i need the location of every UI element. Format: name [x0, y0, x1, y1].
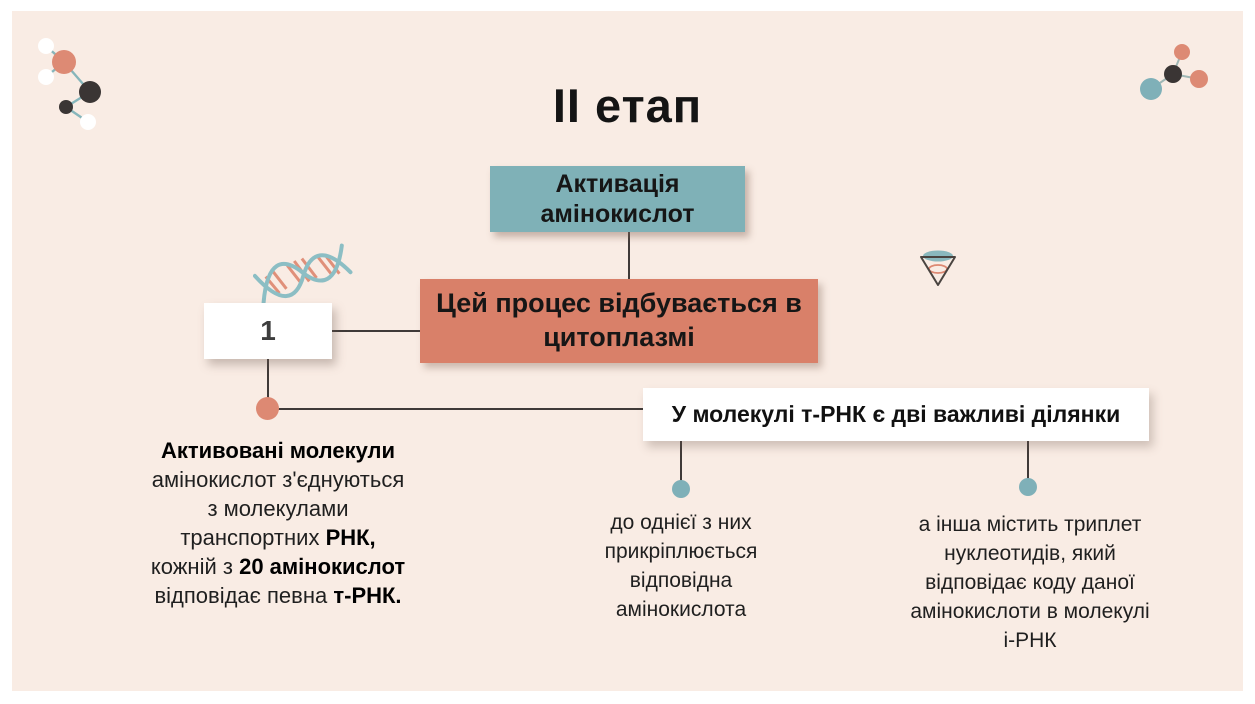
- node-trna-regions: [643, 388, 1149, 441]
- connector-step-process: [332, 330, 420, 332]
- note-right-line: відповідає коду даної: [925, 571, 1135, 594]
- note-left-line: кожній з 20 амінокислот: [150, 554, 406, 579]
- dna-helix-icon: [253, 237, 353, 313]
- connector-activation-process: [628, 232, 630, 280]
- funnel-cone-icon: [916, 243, 960, 289]
- step-number-label: 1: [260, 315, 276, 346]
- note-middle: [581, 508, 781, 624]
- connector-bar-right: [1027, 441, 1029, 480]
- node-activation: [490, 166, 745, 232]
- connector-step-dot: [267, 359, 269, 399]
- connector-dot-bar: [278, 408, 644, 410]
- note-right-line: і-РНК: [1003, 629, 1057, 652]
- note-right: [874, 510, 1186, 655]
- note-middle-line: відповідна: [629, 569, 733, 592]
- note-right-line: а інша містить триплет: [918, 513, 1142, 536]
- node-activation-label: Активація амінокислот: [540, 170, 695, 228]
- note-left: [108, 436, 448, 610]
- node-step-number: [204, 303, 332, 359]
- trna-regions-label: У молекулі т-РНК є дві важливі ділянки: [671, 401, 1121, 427]
- note-middle-line: до однієї з них: [610, 511, 752, 534]
- node-process-label: Цей процес відбувається в цитоплазмі: [436, 288, 802, 352]
- page-title: ІІ етап: [552, 79, 703, 132]
- note-middle-line: амінокислота: [615, 598, 747, 621]
- note-left-line: транспортних РНК,: [180, 525, 376, 550]
- note-right-line: нуклеотидів, який: [944, 542, 1116, 565]
- note-left-line: Активовані молекули: [160, 438, 396, 463]
- note-right-line: амінокислоти в молекулі: [910, 600, 1150, 623]
- branch-dot-teal-right: [1019, 478, 1037, 496]
- branch-dot-teal-middle: [672, 480, 690, 498]
- branch-dot-salmon: [256, 397, 279, 420]
- note-left-line: відповідає певна т-РНК.: [154, 583, 402, 608]
- note-left-line: з молекулами: [207, 496, 349, 521]
- note-middle-line: прикріплюється: [604, 540, 758, 563]
- connector-bar-middle: [680, 441, 682, 482]
- note-left-line: амінокислот з'єднуються: [151, 467, 405, 492]
- node-process: [420, 279, 818, 363]
